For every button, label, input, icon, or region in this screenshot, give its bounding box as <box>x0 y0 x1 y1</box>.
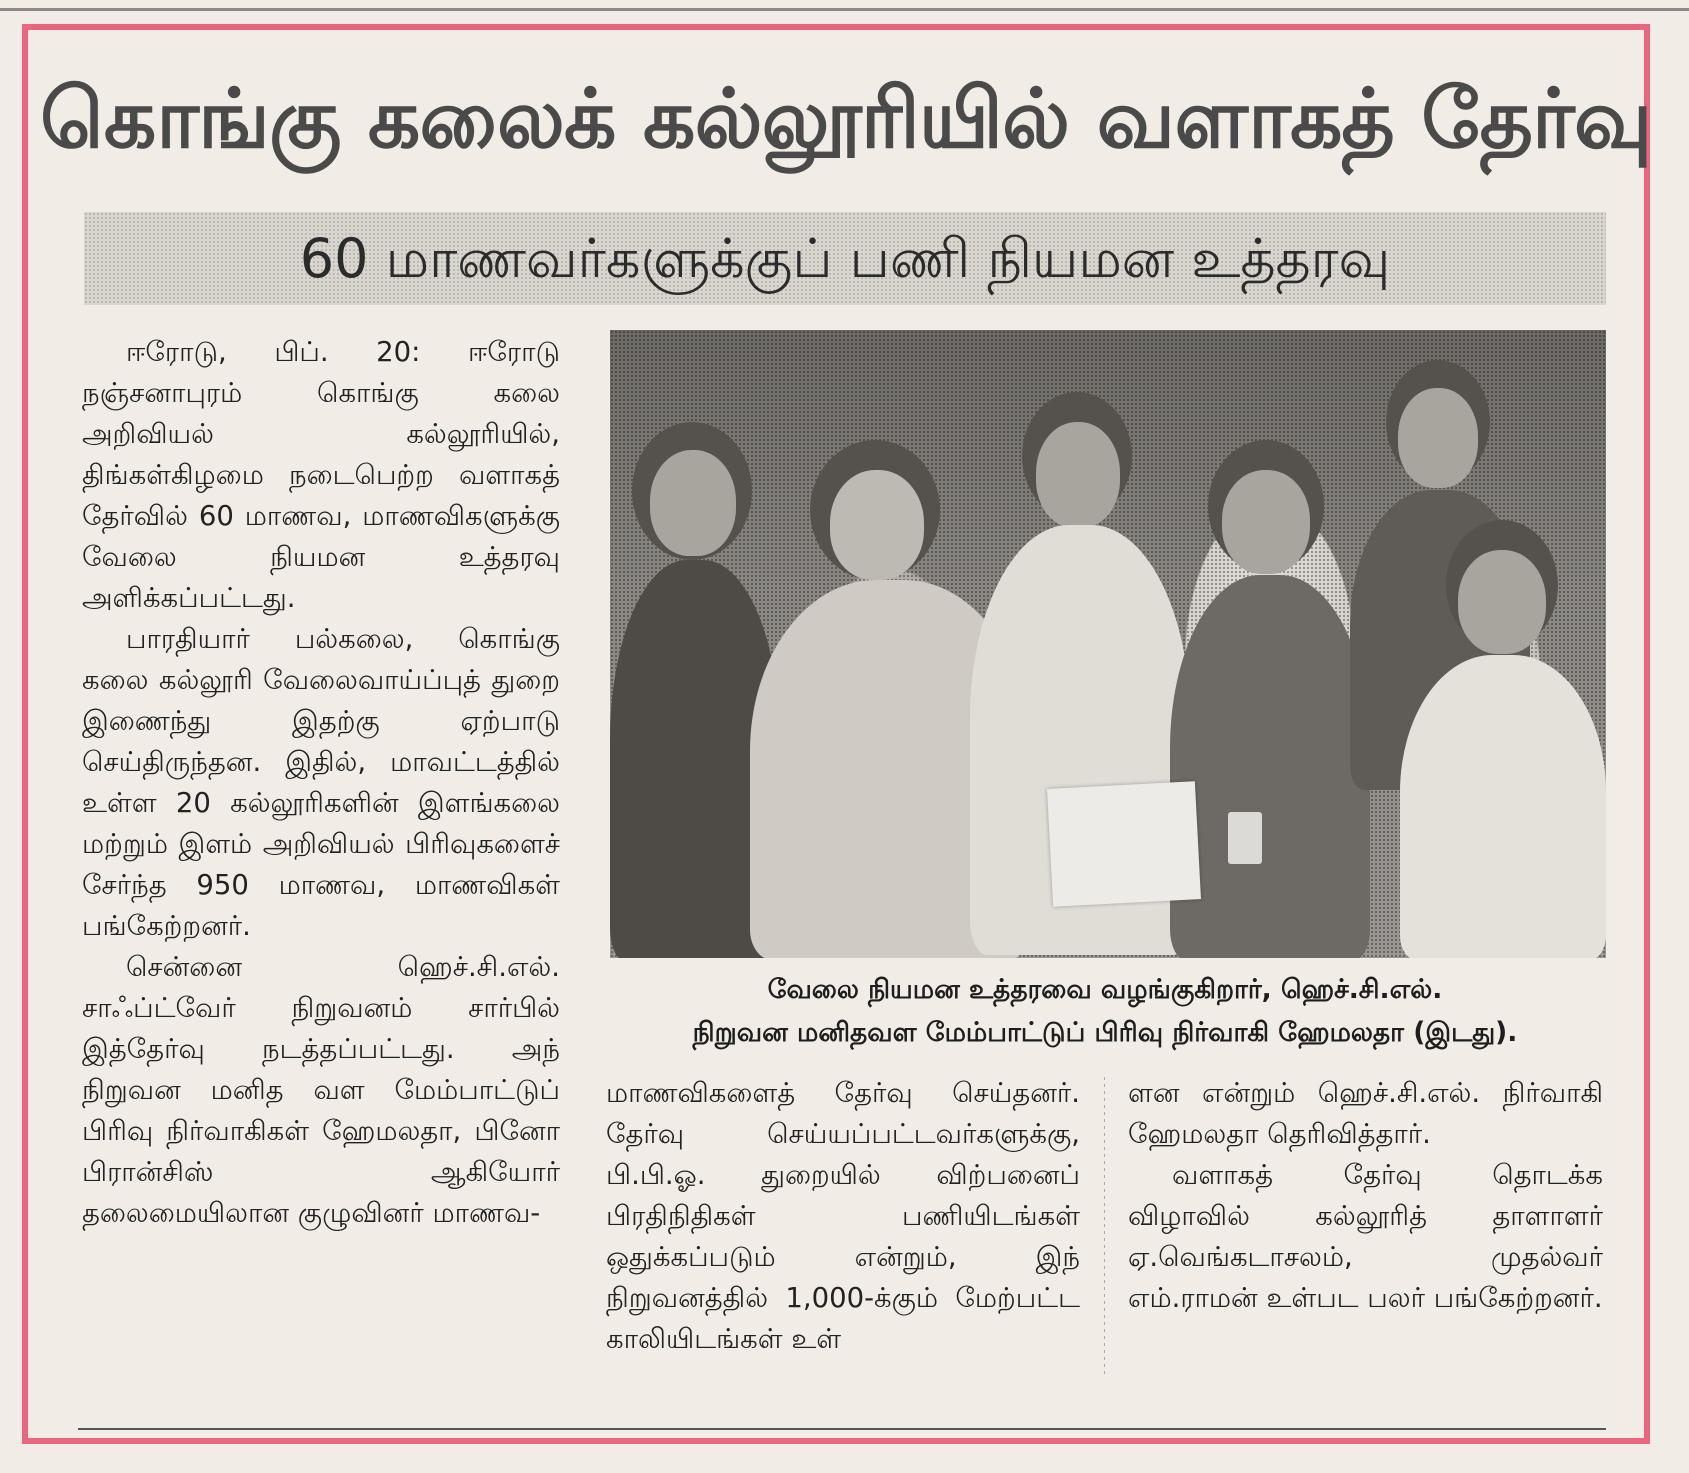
paragraph: வளாகத் தேர்வு தொடக்க விழாவில் கல்லூரித் தாளாளர் ஏ.வெங்கடாசலம், முதல்வர் எம்.ராமன் உள்பட பலர் பங்கேற்றனர். <box>1128 1159 1603 1314</box>
headline: கொங்கு கலைக் கல்லூரியில் வளாகத் தேர்வு <box>40 72 1652 167</box>
paragraph: ளன என்றும் ஹெச்.சி.எல். நிர்வாகி ஹேமலதா தெரிவித்தார். <box>1128 1077 1603 1150</box>
appointment-letter <box>1047 781 1201 907</box>
paragraph: சென்னை ஹெச்.சி.எல். சாஃப்ட்வேர் நிறுவனம் சார்பில் இத்தேர்வு நடத்தப்பட்டது. அந் நிறுவன மனித வள மேம்பாட்டுப் பிரிவு நிர்வாகிகள் ஹேமலதா, பினோ பிரான்சிஸ் ஆகியோர் தலைமையிலான குழுவினர் மாணவ- <box>82 951 560 1229</box>
paragraph: ஈரோடு, பிப். 20: ஈரோடு நஞ்சனாபுரம் கொங்கு கலை அறிவியல் கல்லூரியில், திங்கள்கிழமை நடைபெற்ற வளாகத் தேர்வில் 60 மாணவ, மாணவிகளுக்கு வேலை நியமன உத்தரவு அளிக்கப்பட்டது. <box>82 336 560 614</box>
bottom-rule <box>78 1428 1606 1430</box>
news-photo <box>610 330 1606 958</box>
id-badge <box>1228 812 1262 864</box>
paragraph: பாரதியார் பல்கலை, கொங்கு கலை கல்லூரி வேலைவாய்ப்புத் துறை இணைந்து இதற்கு ஏற்பாடு செய்திருந்தன. இதில், மாவட்டத்தில் உள்ள 20 கல்லூரிகளின் இளங்கலை மற்றும் இளம் அறிவியல் பிரிவுகளைச் சேர்ந்த 950 மாணவ, மாணவிகள் பங்கேற்றனர். <box>82 623 560 942</box>
article-column-3 <box>1128 1073 1603 1319</box>
photo-caption <box>600 968 1610 1054</box>
caption-line-2: நிறுவன மனிதவள மேம்பாட்டுப் பிரிவு நிர்வாகி ஹேமலதா (இடது). <box>692 1017 1518 1048</box>
caption-line-1: வேலை நியமன உத்தரவை வழங்குகிறார், ஹெச்.சி.எல். <box>767 974 1443 1005</box>
subheadline: 60 மாணவர்களுக்குப் பணி நியமன உத்தரவு <box>84 212 1606 305</box>
article-column-1 <box>82 332 560 1234</box>
paragraph: மாணவிகளைத் தேர்வு செய்தனர். தேர்வு செய்யப்பட்டவர்களுக்கு, பி.பி.ஓ. துறையில் விற்பனைப் பிரதிநிதிகள் பணியிடங்கள் ஒதுக்கப்படும் என்றும், இந் நிறுவனத்தில் 1,000-க்கும் மேற்பட்ட காலியிடங்கள் உள் <box>606 1077 1080 1355</box>
column-divider <box>1104 1077 1105 1377</box>
top-rule <box>0 8 1689 11</box>
article-column-2 <box>606 1073 1080 1360</box>
